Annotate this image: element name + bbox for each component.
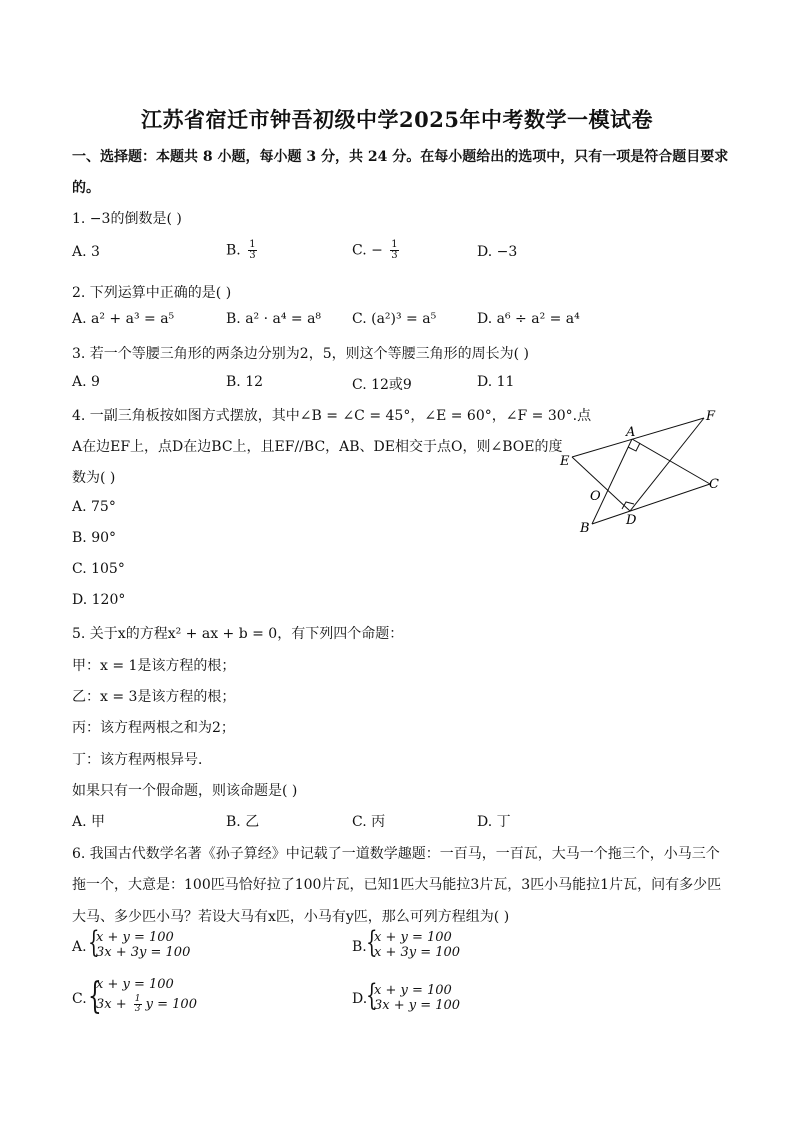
q1-option-b-fraction bbox=[248, 240, 256, 261]
q1-option-a: A. 3 bbox=[72, 244, 100, 260]
q5-option-a: A. 甲 bbox=[72, 814, 106, 830]
section-heading-line-2: 的。 bbox=[72, 180, 100, 196]
q2-stem: 2. 下列运算中正确的是( ) bbox=[72, 285, 232, 301]
q3-option-a: A. 9 bbox=[72, 374, 100, 390]
fraction-denominator: 3 bbox=[391, 250, 398, 261]
equation-part: 3x + bbox=[96, 997, 127, 1012]
q2-option-b: B. a² · a⁴ = a⁸ bbox=[226, 311, 322, 327]
section-heading-line-1: 一、选择题：本题共 8 小题，每小题 3 分，共 24 分。在每小题给出的选项中，只有一项是符合题目要求 bbox=[72, 149, 729, 165]
equation-fraction bbox=[134, 995, 142, 1014]
q5-option-b: B. 乙 bbox=[226, 814, 260, 830]
fraction-denominator: 3 bbox=[134, 1004, 141, 1014]
q4-option-c: C. 105° bbox=[72, 561, 125, 577]
q5-proposition-jia: 甲：x = 1是该方程的根； bbox=[72, 658, 236, 674]
equation-line-1: x + y = 100 bbox=[374, 930, 452, 945]
equation-line-2: x + 3y = 100 bbox=[374, 945, 461, 960]
q5-proposition-yi: 乙：x = 3是该方程的根； bbox=[72, 689, 236, 705]
q2-option-a: A. a² + a³ = a⁵ bbox=[72, 311, 175, 327]
q4-option-b: B. 90° bbox=[72, 530, 117, 546]
q1-option-c-fraction bbox=[390, 240, 398, 261]
q3-option-b: B. 12 bbox=[226, 374, 264, 390]
segment-ef bbox=[572, 418, 704, 457]
q5-option-c: C. 丙 bbox=[352, 814, 386, 830]
segment-ed bbox=[572, 457, 630, 511]
label-c: C bbox=[709, 477, 719, 492]
equation-line-1: x + y = 100 bbox=[96, 977, 174, 992]
q6-option-a-system bbox=[88, 925, 228, 964]
fraction-numerator: 1 bbox=[249, 239, 256, 250]
q4-option-d: D. 120° bbox=[72, 592, 126, 608]
fraction-numerator: 1 bbox=[391, 239, 398, 250]
q2-option-d: D. a⁶ ÷ a² = a⁴ bbox=[477, 311, 580, 327]
fraction-denominator: 3 bbox=[249, 250, 256, 261]
q5-stem: 5. 关于x的方程x² + ax + b = 0，有下列四个命题： bbox=[72, 626, 404, 642]
page-title: 江苏省宿迁市钟吾初级中学2025年中考数学一模试卷 bbox=[141, 107, 653, 132]
q3-option-d: D. 11 bbox=[477, 374, 515, 390]
q5-option-d: D. 丁 bbox=[477, 814, 511, 830]
equation-part: y = 100 bbox=[145, 997, 197, 1012]
q3-option-c: C. 12或9 bbox=[352, 377, 412, 393]
q6-option-c-label: C. bbox=[72, 991, 87, 1007]
q5-proposition-ding: 丁：该方程两根异号． bbox=[72, 752, 212, 768]
q6-option-b-label: B. bbox=[352, 939, 367, 955]
brace-icon: { bbox=[88, 925, 100, 960]
label-f: F bbox=[706, 409, 716, 424]
q6-option-d-system bbox=[366, 978, 506, 1017]
equation-line-1: x + y = 100 bbox=[374, 983, 452, 998]
q4-stem-line-2: A在边EF上，点D在边BC上，且EF//BC，AB、DE相交于点O，则∠BOE的度 bbox=[72, 439, 563, 455]
label-a: A bbox=[626, 425, 636, 440]
q1-option-b-label: B. bbox=[226, 242, 241, 259]
q4-stem-line-3: 数为( ) bbox=[72, 470, 116, 486]
label-e: E bbox=[560, 454, 570, 469]
q4-option-a: A. 75° bbox=[72, 499, 116, 515]
q6-option-a-label: A. bbox=[72, 939, 87, 955]
q3-stem: 3. 若一个等腰三角形的两条边分别为2，5，则这个等腰三角形的周长为( ) bbox=[72, 346, 529, 362]
brace-icon: { bbox=[366, 978, 378, 1013]
triangle-set-figure bbox=[552, 400, 732, 540]
q1-option-c bbox=[352, 240, 399, 261]
label-d: D bbox=[626, 513, 637, 528]
label-o: O bbox=[590, 489, 601, 504]
q4-stem-line-1: 4. 一副三角板按如图方式摆放，其中∠B = ∠C = 45°，∠E = 60°，∠F = 30°.点 bbox=[72, 408, 592, 424]
segment-df bbox=[630, 418, 704, 511]
equation-line-2 bbox=[96, 995, 197, 1014]
q1-option-b bbox=[226, 240, 257, 261]
brace-icon: { bbox=[88, 976, 102, 1017]
q1-option-d: D. −3 bbox=[477, 244, 518, 260]
equation-line-1: x + y = 100 bbox=[96, 930, 174, 945]
q6-option-d-label: D. bbox=[352, 991, 368, 1007]
q1-stem: 1. −3的倒数是( ) bbox=[72, 211, 182, 227]
equation-line-2: 3x + 3y = 100 bbox=[96, 945, 191, 960]
equation-line-2: 3x + y = 100 bbox=[374, 998, 461, 1013]
q2-option-c: C. (a²)³ = a⁵ bbox=[352, 311, 437, 327]
segment-bc bbox=[592, 484, 710, 524]
q5-question: 如果只有一个假命题，则该命题是( ) bbox=[72, 783, 298, 799]
label-b: B bbox=[580, 521, 590, 536]
segment-ac bbox=[632, 439, 710, 484]
q6-stem-line-2: 拖一个，大意是：100匹马恰好拉了100片瓦，已知1匹大马能拉3片瓦，3匹小马能拉1片瓦，问有多少匹 bbox=[72, 877, 722, 893]
fraction-numerator: 1 bbox=[134, 994, 141, 1004]
q6-option-b-system bbox=[366, 925, 506, 964]
q5-proposition-bing: 丙：该方程两根之和为2； bbox=[72, 720, 235, 736]
q6-stem-line-1: 6. 我国古代数学名著《孙子算经》中记载了一道数学趣题：一百马，一百瓦，大马一个拖三个，小马三个 bbox=[72, 846, 720, 862]
brace-icon: { bbox=[366, 925, 378, 960]
q6-option-c-system bbox=[88, 975, 238, 1019]
q1-option-c-label: C. − bbox=[352, 242, 383, 259]
q6-stem-line-3: 大马、多少匹小马？若设大马有x匹，小马有y匹，那么可列方程组为( ) bbox=[72, 909, 510, 925]
